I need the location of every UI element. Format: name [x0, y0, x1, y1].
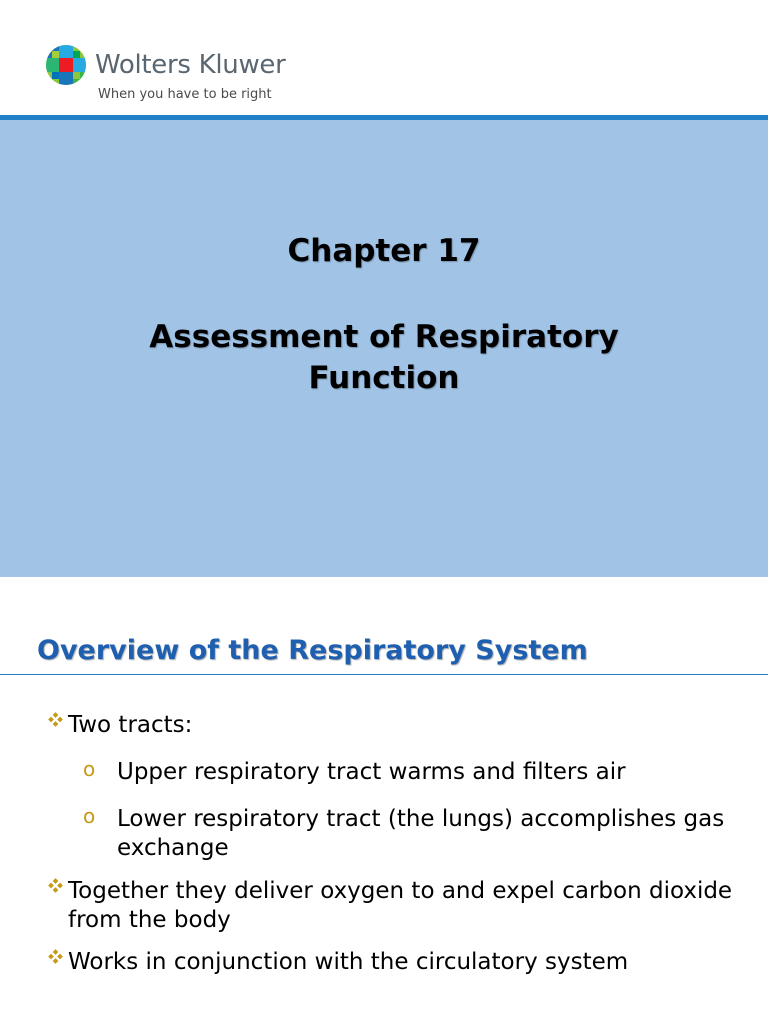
slide-title: Overview of the Respiratory System [37, 635, 588, 666]
list-item [47, 948, 747, 977]
bullet-text: Together they deliver oxygen to and expel carbon dioxide from the body [68, 878, 733, 933]
wolters-kluwer-logo [45, 42, 305, 108]
circle-bullet-icon: o [83, 757, 96, 781]
bullet-text: Works in conjunction with the circulatory system [68, 949, 629, 975]
list-item [47, 711, 747, 740]
diamond-bullet-icon [47, 877, 67, 899]
list-item [83, 758, 753, 787]
bullet-text: Upper respiratory tract warms and filters air [117, 759, 626, 785]
bullet-text: Lower respiratory tract (the lungs) accomplishes gas exchange [117, 806, 725, 861]
diamond-bullet-icon [47, 711, 67, 733]
chapter-subtitle: Assessment of Respiratory Function [149, 319, 619, 396]
diamond-bullet-icon [47, 948, 67, 970]
logo-name: Wolters Kluwer [95, 50, 286, 80]
list-item [47, 877, 747, 935]
list-item [83, 805, 753, 863]
circle-bullet-icon: o [83, 804, 96, 828]
overview-slide [0, 577, 768, 1024]
chapter-title: Chapter 17 [287, 233, 481, 269]
logo-tagline: When you have to be right [98, 87, 272, 102]
title-divider [0, 674, 768, 675]
bullet-text: Two tracts: [68, 712, 193, 738]
logo-mark-icon [45, 44, 87, 86]
